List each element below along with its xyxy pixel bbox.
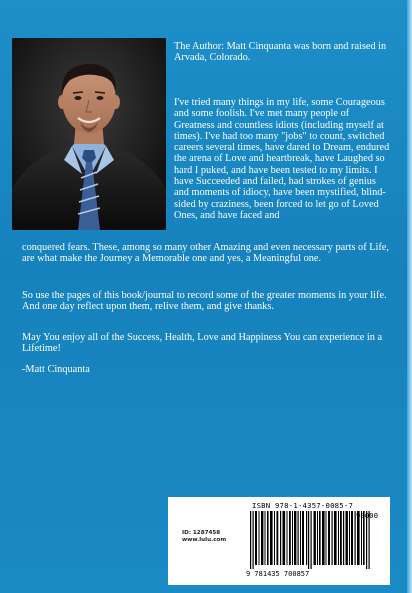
journal-usage-paragraph: So use the pages of this book/journal to record some of the greater moments in your life. And one day reflect upon them, relive them, and give thanks. <box>22 290 387 313</box>
author-bio-paragraph-top: I've tried many things in my life, some Courageous and some foolish. I've met many people of Greatness and countless idiots (including myself at times). I've had too many "jobs" to count, switched careers several times, have dared to Dream, endured the arena of Love and heartbreak, have Laughed so hard I puked, and have been tested to my limits. I have Succeeded and failed, had strokes of genius and moments of idiocy, have been mystified, blind-sided by craziness, been forced to let go of Loved Ones, and have faced and <box>174 97 390 221</box>
barcode-box <box>168 497 390 585</box>
spine-edge <box>407 0 412 593</box>
price-code: 90000 <box>356 511 378 520</box>
barcode-graphic <box>248 511 382 571</box>
lulu-id-block <box>182 530 226 544</box>
author-signature: -Matt Cinquanta <box>22 364 90 375</box>
author-portrait-illustration <box>12 38 166 230</box>
ean-digits: 9 781435 700857 <box>246 570 310 578</box>
author-bio-paragraph-bottom: conquered fears. These, among so many other Amazing and even necessary parts of Life, are what make the Journey a Memorable one and yes, a Meaningful one. <box>22 242 389 265</box>
lulu-id: ID: 1287458 <box>182 530 221 536</box>
well-wishes-paragraph: May You enjoy all of the Success, Health, Love and Happiness You can experience in a Lifetime! <box>22 332 383 355</box>
lulu-site: www.lulu.com <box>182 537 227 543</box>
isbn-label: ISBN 978-1-4357-0085-7 <box>252 501 354 510</box>
author-photo <box>12 38 166 230</box>
author-intro: The Author: Matt Cinquanta was born and raised in Arvada, Colorado. <box>174 41 387 64</box>
